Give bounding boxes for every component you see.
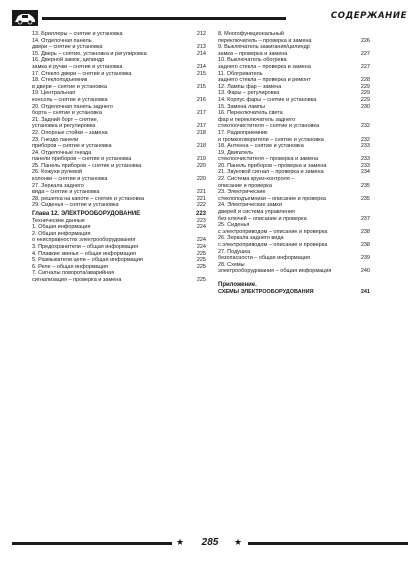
toc-entry-page: 224	[196, 237, 206, 244]
toc-entry-page: 214	[196, 63, 206, 70]
toc-entry	[218, 104, 370, 111]
toc-entry-title: 8. Многофункциональный	[218, 31, 284, 37]
toc-entry-title: 24. Электрические замки	[218, 202, 282, 209]
toc-entry-title: о неисправностях электрооборудования	[32, 237, 136, 244]
toc-entry-title: консоль – снятие и установка	[32, 96, 108, 103]
toc-entry	[218, 183, 370, 190]
toc-entry	[32, 44, 206, 51]
toc-entry-page: 240	[360, 268, 370, 275]
toc-entry	[32, 130, 206, 137]
toc-entry	[218, 222, 370, 229]
toc-entry-title: 9. Выключатель зажигания/цилиндр	[218, 44, 310, 51]
section-title: СОДЕРЖАНИЕ	[330, 11, 407, 21]
toc-entry	[32, 231, 206, 238]
toc-entry	[218, 196, 370, 203]
toc-entry	[32, 202, 206, 209]
toc-entry-title: 23. Гнездо панели	[32, 136, 79, 143]
toc-entry-page: 229	[360, 96, 370, 103]
toc-entry	[218, 255, 370, 262]
toc-entry	[32, 277, 206, 284]
toc-entry	[218, 242, 370, 249]
toc-entry-title: 27. Подушка	[218, 248, 251, 255]
toc-entry-title: 12. Лампы фар – замена	[218, 83, 282, 90]
toc-entry	[32, 77, 206, 84]
toc-entry-page: 232	[360, 136, 370, 143]
header-rule	[42, 17, 286, 20]
toc-entry	[32, 196, 206, 203]
toc-entry-title: 17. Стекло двери – снятие и установка	[32, 70, 132, 77]
toc-entry-page: 234	[360, 169, 370, 176]
toc-entry-page: 238	[360, 242, 370, 248]
toc-entry-title: 20. Панель приборов – проверка и замена	[218, 162, 327, 169]
toc-entry	[218, 38, 370, 45]
toc-entry-page: 222	[196, 202, 206, 209]
toc-entry	[218, 143, 370, 150]
toc-entry-page: 217	[196, 110, 206, 117]
toc-entry	[32, 64, 206, 71]
toc-entry	[32, 117, 206, 124]
toc-entry	[32, 137, 206, 144]
toc-entry	[218, 110, 370, 117]
toc-entry	[32, 31, 206, 38]
toc-entry-title: 3. Предохранители – общая информация	[32, 244, 139, 250]
toc-entry-page: 224	[196, 224, 206, 231]
toc-entry-page: 233	[360, 143, 370, 150]
toc-entry	[218, 31, 370, 38]
toc-entry-title: 29. Сиденья – снятие и установка	[32, 202, 119, 209]
toc-right-column	[218, 31, 370, 295]
toc-entry-title: и громкоговорители – снятие и установка	[218, 136, 324, 143]
toc-entry-page: 227	[360, 50, 370, 57]
toc-entry	[218, 84, 370, 91]
toc-entry	[32, 224, 206, 231]
toc-entry-page: 228	[360, 77, 370, 84]
toc-entry-title: СХЕМЫ ЭЛЕКТРООБОРУДОВАНИЯ	[218, 288, 314, 295]
toc-entry-page: 235	[360, 182, 370, 189]
toc-entry-page: 225	[196, 276, 206, 283]
toc-entry	[218, 57, 370, 64]
toc-entry-title: стеклоочистителя – снятие и установка	[218, 123, 320, 130]
toc-entry	[32, 150, 206, 157]
toc-entry-title: с электроприводом – описание и проверка	[218, 228, 328, 235]
toc-entry-page: 223	[196, 217, 206, 224]
toc-entry-title: 19. Центральная	[32, 90, 76, 97]
toc-entry	[218, 64, 370, 71]
toc-entry-page: 230	[360, 103, 370, 110]
toc-entry-page: 215	[196, 70, 206, 77]
toc-entry-title: 25. Сиденья	[218, 222, 250, 229]
toc-entry-title: 1. Общая информация	[32, 224, 91, 231]
toc-entry-title: 15. Дверь – снятие, установка и регулировка	[32, 50, 147, 57]
toc-entry-page: 213	[196, 44, 206, 51]
footer-rule-right	[248, 542, 408, 545]
chapter-heading	[32, 211, 206, 218]
toc-entry-page: 216	[196, 96, 206, 103]
toc-entry-title: 20. Отделочная панель заднего	[32, 103, 113, 110]
toc-entry-page: 214	[196, 50, 206, 57]
toc-entry	[218, 156, 370, 163]
toc-entry-title: без ключей – описание и проверка	[218, 215, 307, 222]
toc-entry-page: 235	[360, 195, 370, 202]
toc-entry	[32, 237, 206, 244]
toc-entry-title: вида – снятие и установка	[32, 189, 100, 196]
toc-entry-page: 237	[360, 215, 370, 222]
toc-entry-page: 215	[196, 83, 206, 90]
toc-entry-title: 18. Антенна – снятие и установка	[218, 143, 304, 150]
toc-entry-page: 220	[196, 176, 206, 183]
toc-entry-title: 14. Корпус фары – снятие и установка	[218, 96, 317, 103]
toc-entry-title: 13. Бриллеры – снятие и установка	[32, 31, 123, 37]
toc-entry	[218, 282, 370, 289]
toc-entry-title: Глава 12. ЭЛЕКТРООБОРУДОВАНИЕ	[32, 211, 141, 218]
toc-entry-page: 225	[196, 250, 206, 257]
toc-entry-title: 11. Обогреватель	[218, 70, 263, 77]
toc-entry	[32, 169, 206, 176]
toc-entry-title: 17. Радиоприемник	[218, 129, 268, 136]
toc-entry-page: 221	[196, 195, 206, 202]
toc-entry-page: 221	[196, 189, 206, 196]
toc-entry-title: 28. Схемы	[218, 261, 245, 268]
toc-entry-page: 241	[360, 288, 370, 295]
toc-entry	[218, 44, 370, 51]
toc-entry	[32, 189, 206, 196]
toc-entry-title: 21. Задний борт – снятие,	[32, 116, 99, 123]
toc-entry-page: 226	[360, 37, 370, 44]
toc-entry	[218, 90, 370, 97]
toc-entry	[218, 209, 370, 216]
toc-entry-page: 218	[196, 129, 206, 136]
footer-rule-left	[12, 542, 172, 545]
toc-entry-page: 232	[360, 123, 370, 130]
star-icon: ★	[234, 537, 243, 547]
toc-entry-title: 5. Размыкатели цепи – общая информация	[32, 257, 143, 264]
toc-entry-page: 220	[196, 162, 206, 169]
page-number: 285	[201, 537, 219, 548]
toc-entry	[32, 90, 206, 97]
toc-entry-title: 6. Реле – общая информация	[32, 263, 108, 270]
toc-entry	[218, 235, 370, 242]
toc-entry-title: 2. Общая информация	[32, 230, 91, 237]
toc-entry-title: 22. Система круиз-контроля –	[218, 176, 295, 183]
toc-entry-title: 26. Кожухи рулевой	[32, 169, 83, 176]
toc-entry-title: заднего стекла – проверка и ремонт	[218, 77, 311, 84]
toc-entry-title: переключатель – проверка и замена	[218, 37, 312, 44]
toc-entry-title: установка и регулировка	[32, 123, 96, 130]
toc-entry-title: 18. Стеклоподъемник	[32, 77, 88, 84]
toc-entry	[218, 268, 370, 275]
toc-left-column	[32, 31, 206, 284]
toc-entry	[32, 57, 206, 64]
toc-entry-title: колонки – снятие и установка	[32, 176, 108, 183]
toc-entry	[32, 123, 206, 130]
toc-entry-title: Приложение.	[218, 281, 257, 288]
toc-entry	[218, 123, 370, 130]
toc-entry	[32, 270, 206, 277]
toc-entry-title: замка и ручки – снятие и установка	[32, 63, 123, 70]
toc-entry-title: описание и проверка	[218, 182, 272, 189]
toc-entry	[32, 143, 206, 150]
toc-entry-page: 233	[360, 156, 370, 163]
toc-entry-page: 225	[196, 257, 206, 264]
toc-entry-title: 4. Плавкие звенья – общая информация	[32, 250, 136, 257]
toc-entry	[218, 289, 370, 296]
toc-entry	[218, 216, 370, 223]
toc-entry-title: 24. Отделочные гнезда	[32, 149, 92, 156]
toc-entry-title: 25. Панель приборов – снятие и установка	[32, 162, 142, 169]
toc-entry-title: 16. Дверной замок, цилиндр	[32, 57, 105, 64]
toc-entry	[32, 156, 206, 163]
toc-entry	[32, 183, 206, 190]
toc-entry-title: 10. Выключатель обогрева	[218, 57, 287, 64]
toc-entry-page: 212	[196, 31, 206, 37]
toc-entry-title: стеклоочистителя – проверка и замена	[218, 156, 319, 163]
toc-entry-title: в двери – снятие и установка	[32, 83, 107, 90]
toc-entry-title: приборов – снятие и установка	[32, 143, 112, 150]
toc-entry	[32, 244, 206, 251]
page-header	[8, 8, 407, 28]
toc-entry	[218, 130, 370, 137]
toc-entry-page: 227	[360, 63, 370, 70]
toc-entry	[32, 97, 206, 104]
toc-entry	[32, 257, 206, 264]
toc-entry	[32, 251, 206, 258]
toc-entry-title: электрооборудования – общая информация	[218, 268, 332, 275]
toc-entry-page: 238	[360, 228, 370, 235]
toc-entry-title: 21. Звуковой сигнал – проверка и замена	[218, 169, 324, 176]
toc-entry-title: 16. Переключатель света	[218, 110, 283, 117]
toc-entry	[32, 84, 206, 91]
toc-entry-page: 233	[360, 162, 370, 169]
toc-entry	[218, 169, 370, 176]
toc-entry-title: Технические данные	[32, 217, 85, 224]
toc-entry	[218, 249, 370, 256]
toc-entry-page: 224	[196, 244, 206, 250]
toc-entry-page: 229	[360, 83, 370, 90]
toc-entry-title: стеклоподъемники – описание и проверка	[218, 195, 326, 202]
toc-entry	[218, 150, 370, 157]
toc-entry-title: 7. Сигналы поворота/аварийная	[32, 270, 115, 277]
toc-entry-title: борта – снятие и установка	[32, 110, 102, 117]
toc-entry-title: дверей и система управления	[218, 209, 295, 216]
toc-entry-title: 15. Замена лампы	[218, 103, 265, 110]
toc-entry-title: панели приборов – снятие и установка	[32, 156, 132, 163]
toc-entry-title: 13. Фары – регулировка	[218, 90, 280, 97]
toc-entry	[32, 104, 206, 111]
toc-entry-title: заднего стекла – проверка и замена	[218, 63, 311, 70]
toc-entry-title: с электроприводом – описание и проверка	[218, 242, 328, 248]
page-footer	[12, 536, 408, 550]
toc-entry-title: 28. решетка на капоте – снятие и установка	[32, 195, 145, 202]
toc-entry	[218, 97, 370, 104]
toc-entry-title: 19. Двигатель	[218, 149, 254, 156]
toc-entry-title: 27. Зеркала заднего	[32, 182, 84, 189]
toc-entry	[32, 110, 206, 117]
toc-entry-page: 225	[196, 263, 206, 270]
toc-entry	[218, 189, 370, 196]
toc-entry	[218, 262, 370, 269]
toc-entry	[218, 176, 370, 183]
toc-entry	[218, 137, 370, 144]
toc-entry-page: 223	[195, 211, 206, 218]
toc-entry	[218, 117, 370, 124]
toc-entry-title: сигнализация – проверка и замена	[32, 276, 122, 283]
toc-entry-title: безопасности – общая информация	[218, 255, 310, 262]
toc-entry-title: фар и переключатель заднего	[218, 116, 296, 123]
toc-entry	[32, 176, 206, 183]
toc-entry-page: 229	[360, 90, 370, 97]
toc-entry-title: замка – проверка и замена	[218, 50, 288, 57]
toc-entry	[218, 77, 370, 84]
star-icon: ★	[176, 537, 185, 547]
toc-entry-title: 14. Отделочная панель	[32, 37, 92, 44]
toc-entry-title: 26. Зеркала заднего вида	[218, 235, 284, 242]
toc-entry-page: 219	[196, 156, 206, 163]
car-icon	[12, 10, 38, 26]
toc-entry	[32, 38, 206, 45]
toc-entry-title: 22. Опорные стойки – замена	[32, 129, 108, 136]
toc-entry	[32, 71, 206, 78]
toc-entry	[32, 218, 206, 225]
toc-entry-page: 239	[360, 255, 370, 262]
toc-entry-title: двери – снятие и установка	[32, 44, 103, 51]
toc-entry	[218, 71, 370, 78]
toc-entry	[218, 229, 370, 236]
toc-entry-page: 218	[196, 143, 206, 150]
toc-entry	[218, 51, 370, 58]
toc-entry-page: 217	[196, 123, 206, 130]
toc-entry-title: 23. Электрические	[218, 189, 266, 196]
